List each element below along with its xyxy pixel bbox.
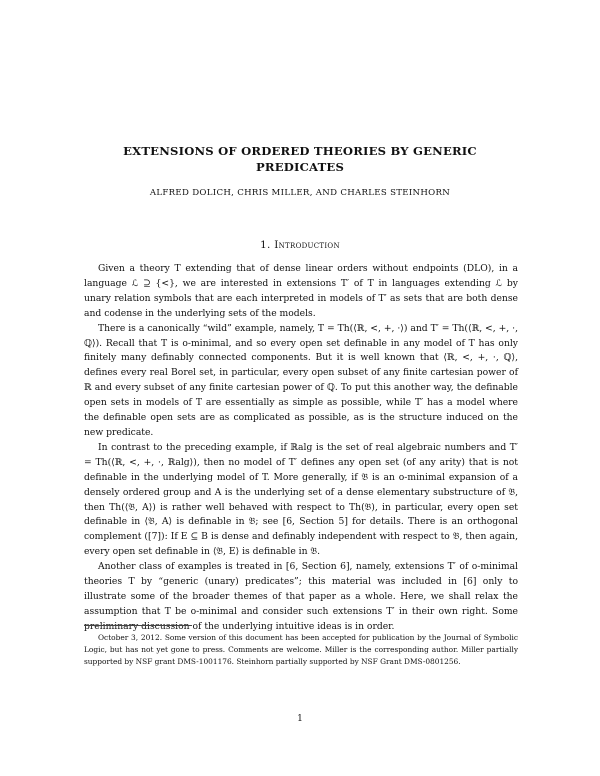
author-list: ALFRED DOLICH, CHRIS MILLER, AND CHARLES STEINHORN [149,188,451,198]
paragraph: Given a theory T extending that of dense linear orders without endpoints (DLO), in a language ℒ ⊇ {<}, we are interested in extensions T′ of T in languages extending ℒ by unary relation symbols that are each interpreted in models of T′ as sets that are both dense and codense in the underlying sets of the models. [84,263,518,319]
title-line-1: EXTENSIONS OF ORDERED THEORIES BY GENERIC [123,144,477,158]
page-number: 1 [297,714,303,724]
footnote-rule [84,625,192,626]
paper-title [80,143,520,175]
paragraph: There is a canonically “wild” example, namely, T = Th(⟨ℝ, <, +, ·⟩) and T′ = Th(⟨ℝ, <, +, ·, ℚ⟩). Recall that T is o-minimal, and so every open set definable in any model of T has only finitely many definably connected components. But it is well known that ⟨ℝ, <, +, ·, ℚ⟩, defines every real Borel set, in particular, every open subset of any finite cartesian power of ℝ and every subset of any finite cartesian power of ℚ. To put this another way, the definable open sets in models of T are essentially as simple as possible, while T′ has a model where the definable open sets are as complicated as possible, as is the structure induced on the new predicate. [84,322,518,438]
paragraph: Another class of examples is treated in [6, Section 6], namely, extensions T′ of o-minimal theories T by “generic (unary) predicates”; this material was included in [6] only to illustrate some of the broader themes of that paper as a whole. Here, we shall relax the assumption that T be o-minimal and consider such extensions T′ in their own right. Some preliminary discussion of the underlying intuitive ideas is in order. [84,561,518,632]
section-heading: 1. Introduction [260,239,340,251]
title-line-2: PREDICATES [255,160,345,174]
footnote: October 3, 2012. Some version of this document has been accepted for publication by the Journal of Symbolic Logic, but has not yet gone to press. Comments are welcome. Miller is the corresponding author. Miller partially supported by NSF grant DMS-1001176. Steinhorn partially supported by NSF Grant DMS-0801256. [84,633,518,666]
paragraph: In contrast to the preceding example, if ℝalg is the set of real algebraic numbers and T′ = Th(⟨ℝ, <, +, ·, ℝalg⟩), then no model of T′ defines any open set (of any arity) that is not definable in the underlying model of T. More generally, if 𝔅 is an o-minimal expansion of a densely ordered group and A is the underlying set of a dense elementary substructure of 𝔅, then Th(⟨𝔅, A⟩) is rather well behaved with respect to Th(𝔅), in particular, every open set definable in ⟨𝔅, A⟩ is definable in 𝔅; see [6, Section 5] for details. There is an orthogonal complement ([7]): If E ⊆ B is dense and definably independent with respect to 𝔅, then again, every open set definable in ⟨𝔅, E⟩ is definable in 𝔅. [84,441,518,558]
body-text [84,262,518,635]
